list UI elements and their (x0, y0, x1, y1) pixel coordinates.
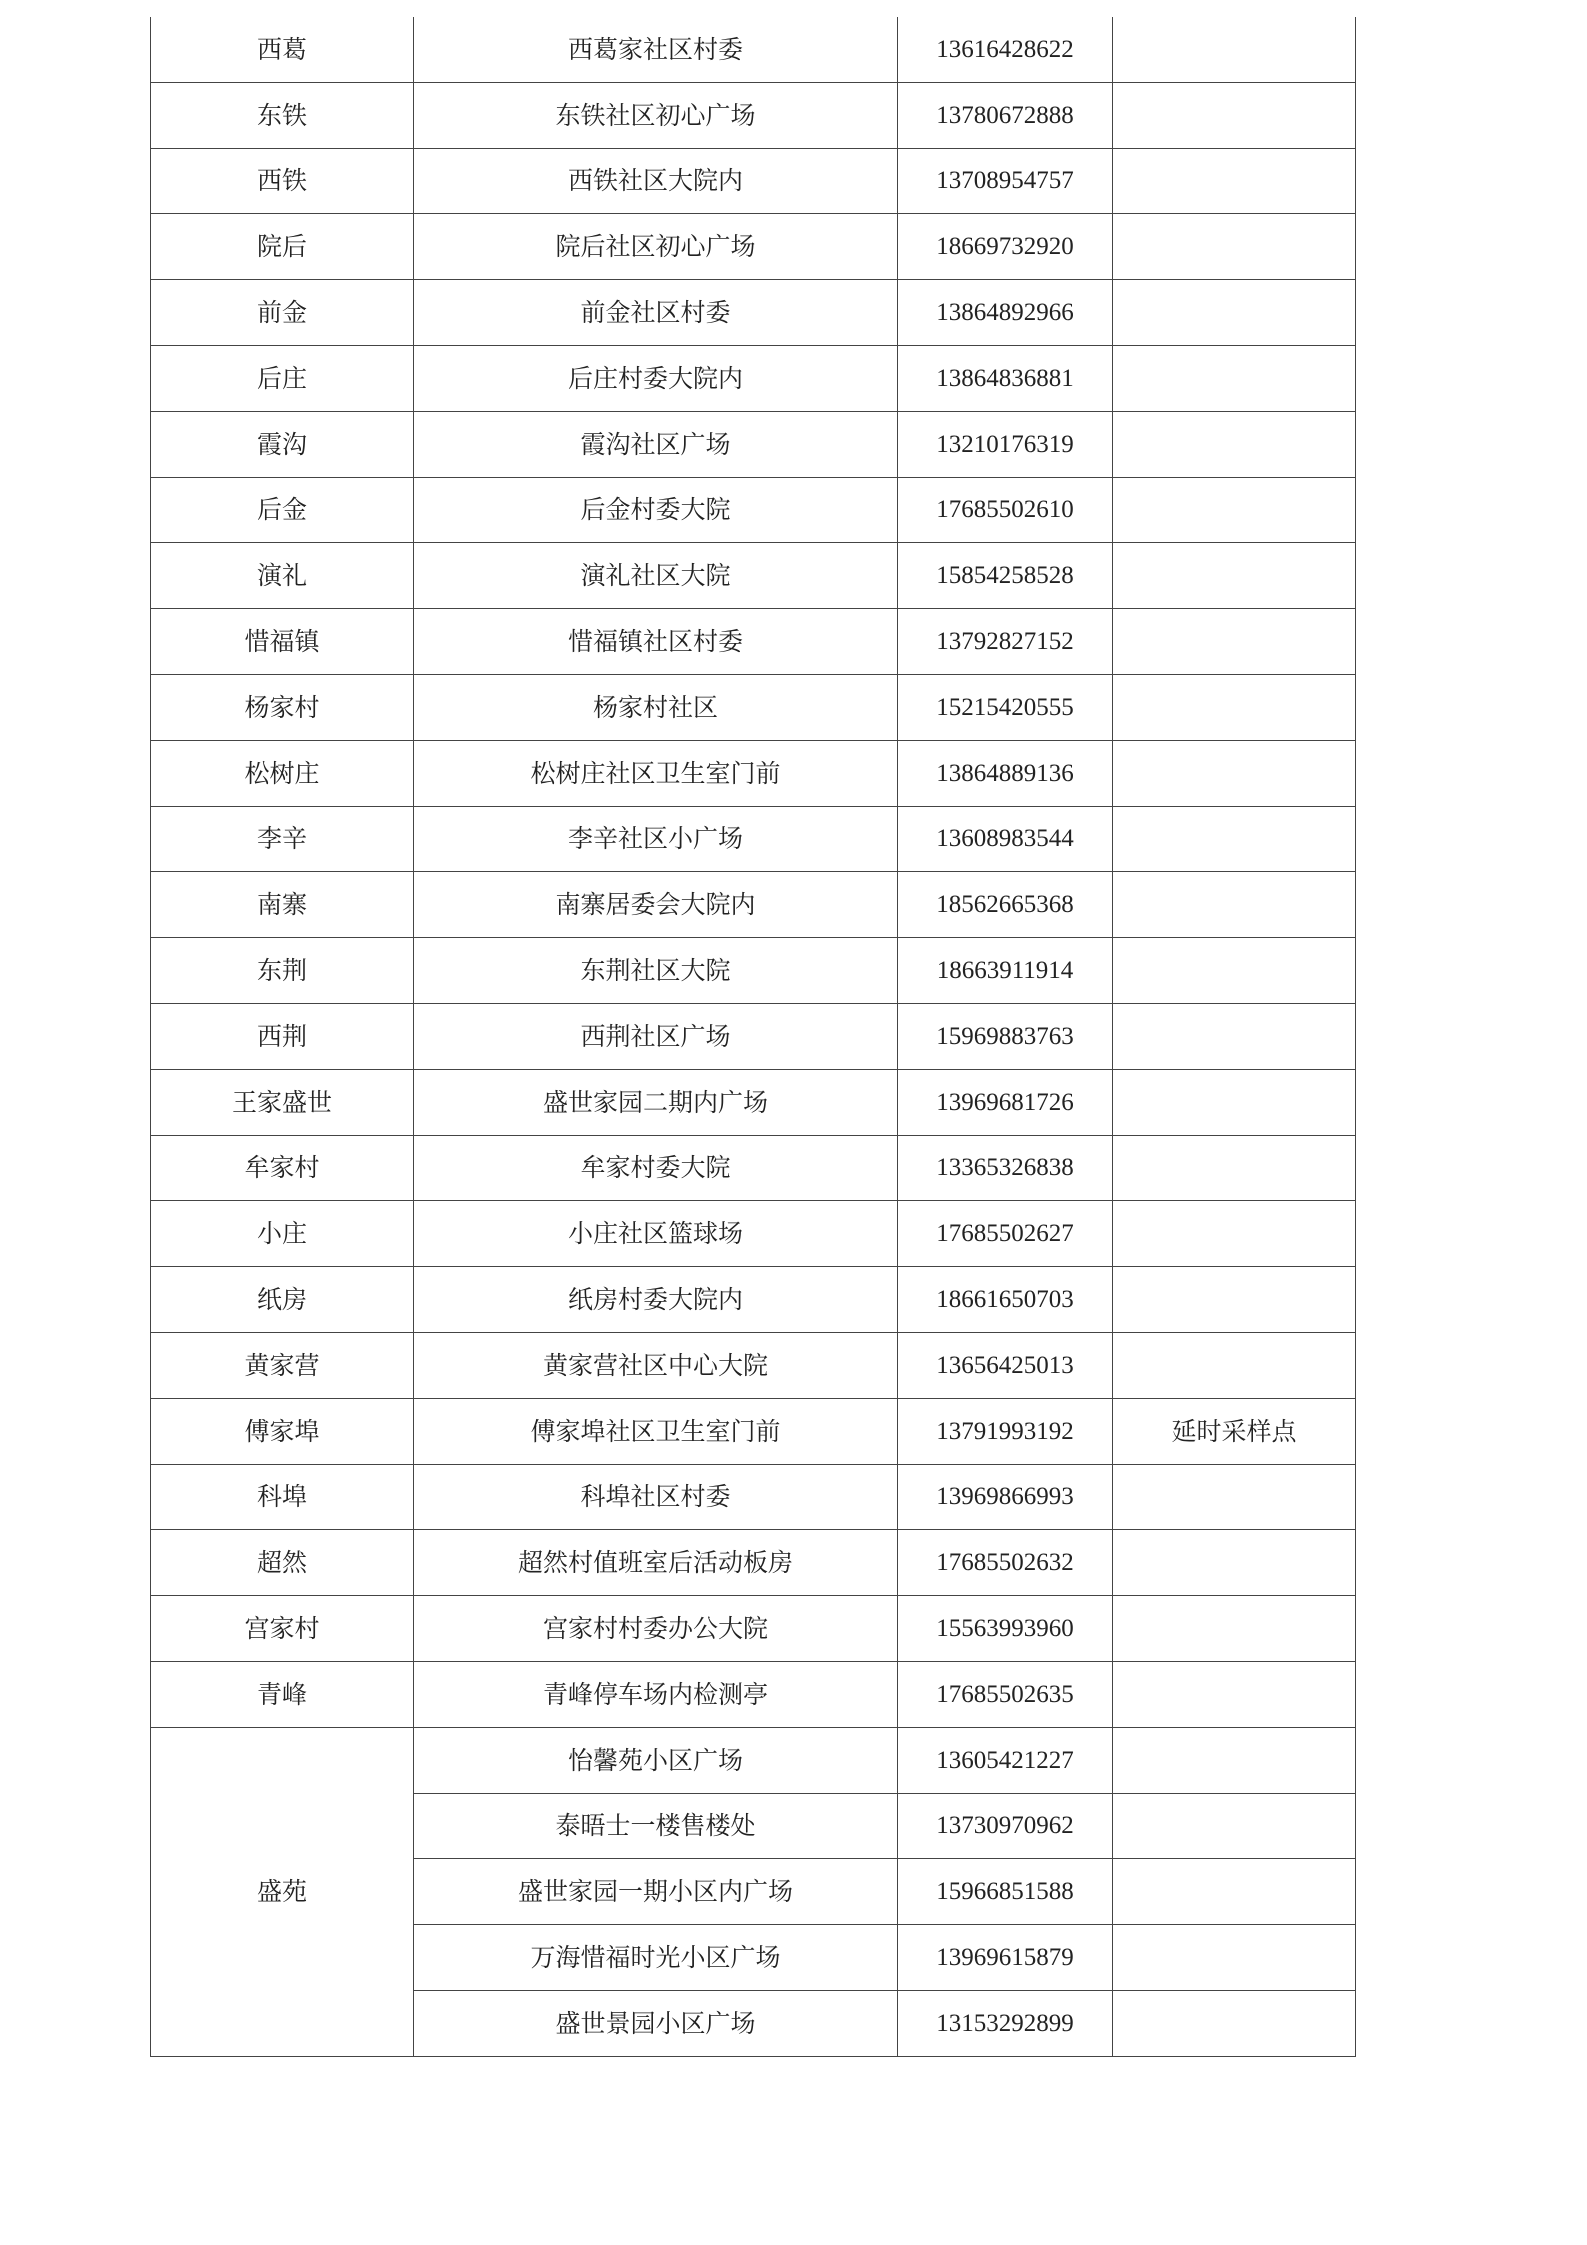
site-cell: 西葛家社区村委 (414, 17, 898, 82)
table-row (151, 1661, 1356, 1727)
phone-cell: 15215420555 (898, 674, 1113, 740)
site-cell: 盛世家园一期小区内广场 (414, 1859, 898, 1925)
site-cell: 惜福镇社区村委 (414, 609, 898, 675)
note-cell (1113, 1003, 1356, 1069)
site-cell: 杨家村社区 (414, 674, 898, 740)
phone-cell: 13708954757 (898, 148, 1113, 214)
note-cell (1113, 1135, 1356, 1201)
site-cell: 宫家村村委办公大院 (414, 1596, 898, 1662)
community-cell: 杨家村 (151, 674, 414, 740)
note-cell (1113, 806, 1356, 872)
phone-cell: 13969681726 (898, 1069, 1113, 1135)
note-cell (1113, 674, 1356, 740)
note-cell (1113, 477, 1356, 543)
phone-cell: 18663911914 (898, 938, 1113, 1004)
community-cell: 演礼 (151, 543, 414, 609)
phone-cell: 13365326838 (898, 1135, 1113, 1201)
community-cell: 南寨 (151, 872, 414, 938)
table-row (151, 148, 1356, 214)
community-cell: 松树庄 (151, 740, 414, 806)
community-cell: 黄家营 (151, 1332, 414, 1398)
note-cell (1113, 740, 1356, 806)
phone-cell: 17685502635 (898, 1661, 1113, 1727)
site-cell: 小庄社区篮球场 (414, 1201, 898, 1267)
note-cell (1113, 1859, 1356, 1925)
note-cell: 延时采样点 (1113, 1398, 1356, 1464)
table-row (151, 543, 1356, 609)
note-cell (1113, 1069, 1356, 1135)
table-row (151, 82, 1356, 148)
community-cell: 青峰 (151, 1661, 414, 1727)
table-row (151, 1596, 1356, 1662)
table-row (151, 411, 1356, 477)
sampling-site-table (150, 17, 1356, 2057)
table-row (151, 345, 1356, 411)
phone-cell: 13608983544 (898, 806, 1113, 872)
table-row (151, 609, 1356, 675)
table-row (151, 938, 1356, 1004)
community-cell: 前金 (151, 280, 414, 346)
note-cell (1113, 148, 1356, 214)
phone-cell: 18669732920 (898, 214, 1113, 280)
note-cell (1113, 214, 1356, 280)
table-row (151, 1398, 1356, 1464)
phone-cell: 13605421227 (898, 1727, 1113, 1793)
community-cell: 宫家村 (151, 1596, 414, 1662)
phone-cell: 13791993192 (898, 1398, 1113, 1464)
phone-cell: 13969615879 (898, 1925, 1113, 1991)
community-cell: 后金 (151, 477, 414, 543)
table-row (151, 280, 1356, 346)
site-cell: 傅家埠社区卫生室门前 (414, 1398, 898, 1464)
table-row (151, 1464, 1356, 1530)
site-cell: 院后社区初心广场 (414, 214, 898, 280)
table-row (151, 17, 1356, 82)
site-cell: 泰晤士一楼售楼处 (414, 1793, 898, 1859)
table-row (151, 1727, 1356, 1793)
note-cell (1113, 872, 1356, 938)
community-cell: 霞沟 (151, 411, 414, 477)
site-cell: 前金社区村委 (414, 280, 898, 346)
site-cell: 东荆社区大院 (414, 938, 898, 1004)
phone-cell: 15563993960 (898, 1596, 1113, 1662)
phone-cell: 17685502632 (898, 1530, 1113, 1596)
table-row (151, 477, 1356, 543)
site-cell: 盛世景园小区广场 (414, 1990, 898, 2056)
table-row (151, 1530, 1356, 1596)
community-cell: 傅家埠 (151, 1398, 414, 1464)
site-cell: 怡馨苑小区广场 (414, 1727, 898, 1793)
table-row (151, 1332, 1356, 1398)
table-row (151, 1069, 1356, 1135)
note-cell (1113, 1990, 1356, 2056)
phone-cell: 15854258528 (898, 543, 1113, 609)
note-cell (1113, 543, 1356, 609)
community-cell: 科埠 (151, 1464, 414, 1530)
phone-cell: 15969883763 (898, 1003, 1113, 1069)
table-row (151, 1201, 1356, 1267)
community-cell: 惜福镇 (151, 609, 414, 675)
note-cell (1113, 345, 1356, 411)
site-cell: 黄家营社区中心大院 (414, 1332, 898, 1398)
note-cell (1113, 1267, 1356, 1333)
phone-cell: 13656425013 (898, 1332, 1113, 1398)
note-cell (1113, 938, 1356, 1004)
note-cell (1113, 609, 1356, 675)
community-cell: 小庄 (151, 1201, 414, 1267)
phone-cell: 13730970962 (898, 1793, 1113, 1859)
community-cell: 西荆 (151, 1003, 414, 1069)
table-row (151, 872, 1356, 938)
phone-cell: 13792827152 (898, 609, 1113, 675)
site-cell: 青峰停车场内检测亭 (414, 1661, 898, 1727)
table-row (151, 214, 1356, 280)
phone-cell: 13210176319 (898, 411, 1113, 477)
note-cell (1113, 1925, 1356, 1991)
phone-cell: 17685502610 (898, 477, 1113, 543)
table-row (151, 1003, 1356, 1069)
phone-cell: 18562665368 (898, 872, 1113, 938)
phone-cell: 17685502627 (898, 1201, 1113, 1267)
site-cell: 后金村委大院 (414, 477, 898, 543)
site-cell: 东铁社区初心广场 (414, 82, 898, 148)
phone-cell: 18661650703 (898, 1267, 1113, 1333)
community-cell: 院后 (151, 214, 414, 280)
note-cell (1113, 1793, 1356, 1859)
community-cell: 西铁 (151, 148, 414, 214)
site-cell: 李辛社区小广场 (414, 806, 898, 872)
community-cell: 东铁 (151, 82, 414, 148)
note-cell (1113, 1201, 1356, 1267)
table-row (151, 674, 1356, 740)
site-cell: 超然村值班室后活动板房 (414, 1530, 898, 1596)
site-cell: 西铁社区大院内 (414, 148, 898, 214)
note-cell (1113, 1661, 1356, 1727)
community-cell: 超然 (151, 1530, 414, 1596)
community-cell: 西葛 (151, 17, 414, 82)
site-cell: 西荆社区广场 (414, 1003, 898, 1069)
table-row (151, 1267, 1356, 1333)
note-cell (1113, 411, 1356, 477)
note-cell (1113, 1596, 1356, 1662)
site-cell: 松树庄社区卫生室门前 (414, 740, 898, 806)
table-body (151, 17, 1356, 2056)
phone-cell: 13864889136 (898, 740, 1113, 806)
phone-cell: 13864836881 (898, 345, 1113, 411)
phone-cell: 13616428622 (898, 17, 1113, 82)
site-cell: 科埠社区村委 (414, 1464, 898, 1530)
phone-cell: 15966851588 (898, 1859, 1113, 1925)
table-row (151, 806, 1356, 872)
community-cell: 东荆 (151, 938, 414, 1004)
community-cell: 盛苑 (151, 1727, 414, 2056)
community-cell: 纸房 (151, 1267, 414, 1333)
site-cell: 南寨居委会大院内 (414, 872, 898, 938)
community-cell: 牟家村 (151, 1135, 414, 1201)
note-cell (1113, 1530, 1356, 1596)
phone-cell: 13153292899 (898, 1990, 1113, 2056)
phone-cell: 13969866993 (898, 1464, 1113, 1530)
site-cell: 后庄村委大院内 (414, 345, 898, 411)
note-cell (1113, 82, 1356, 148)
note-cell (1113, 1332, 1356, 1398)
site-cell: 万海惜福时光小区广场 (414, 1925, 898, 1991)
note-cell (1113, 1727, 1356, 1793)
note-cell (1113, 280, 1356, 346)
phone-cell: 13864892966 (898, 280, 1113, 346)
site-cell: 霞沟社区广场 (414, 411, 898, 477)
site-cell: 演礼社区大院 (414, 543, 898, 609)
community-cell: 后庄 (151, 345, 414, 411)
community-cell: 王家盛世 (151, 1069, 414, 1135)
site-cell: 纸房村委大院内 (414, 1267, 898, 1333)
table-row (151, 1135, 1356, 1201)
community-cell: 李辛 (151, 806, 414, 872)
note-cell (1113, 1464, 1356, 1530)
phone-cell: 13780672888 (898, 82, 1113, 148)
site-cell: 牟家村委大院 (414, 1135, 898, 1201)
site-cell: 盛世家园二期内广场 (414, 1069, 898, 1135)
note-cell (1113, 17, 1356, 82)
table-row (151, 740, 1356, 806)
